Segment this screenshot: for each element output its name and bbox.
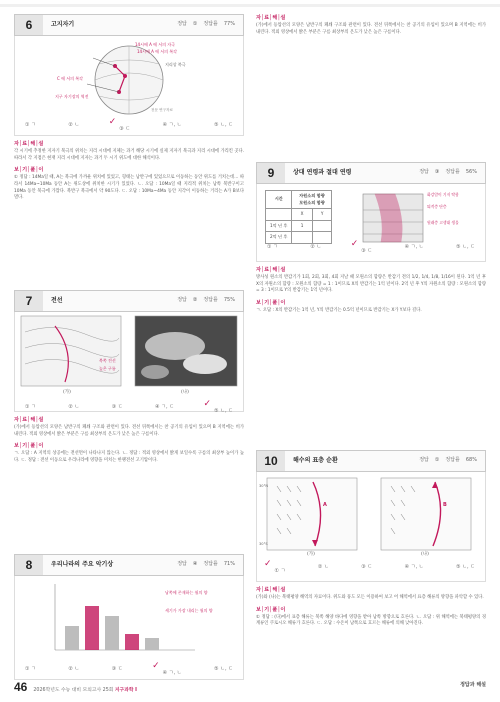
section-heading: 보│기│풀│이 bbox=[256, 606, 286, 613]
explanation-text: ① 정답 : (다)에서 표층 해류는 북쪽 해양 바다에 영향을 받아 남쪽 방향으로 흐른다. ㄴ. 오답 : 위 해역에는 북태평양의 경계류인 쿠로시오 해류가 흐른다. ㄷ. 오답 : 수온이 남쪽으로 흐르는 해류에 의해 낮아진다. bbox=[256, 614, 486, 627]
section-heading: 자│료│해│설 bbox=[256, 15, 286, 21]
choice-5[interactable]: ⑤ ㄴ, ㄷ bbox=[456, 564, 475, 571]
figure-label: 지리상 북극 bbox=[165, 62, 186, 67]
question-number: 9 bbox=[257, 163, 285, 183]
choice-1[interactable]: ① ㄱ bbox=[25, 403, 36, 410]
rock-layers-figure bbox=[361, 190, 481, 246]
question-7 bbox=[14, 290, 244, 465]
choice-3[interactable]: ✓③ ㄷ bbox=[108, 116, 131, 132]
figure-label: 남쪽에 존재하는 월의 양 bbox=[165, 590, 208, 595]
explanation-text: ㄱ. 오답 : A 지역의 상공에는 전선면이 나타나지 않는다. ㄴ. 정답 : 적외 영상에서 밝게 보일수록 구름의 최상부 높이가 높다. ㄷ. 정답 : 전선 이동으로 우리나라에 영향을 미치는 한랭전선 고기압이다. bbox=[14, 451, 244, 464]
figure-label: 천문 연구자료 bbox=[151, 108, 173, 112]
figure-caption: (나) bbox=[421, 552, 429, 557]
answer-label: 정답 bbox=[419, 169, 429, 176]
figure-label: 원래층 고생대 생물 bbox=[427, 220, 459, 225]
question-title: 해수의 표층 순환 bbox=[293, 457, 338, 465]
choice-4[interactable]: ④ ㄱ, ㄷ bbox=[155, 403, 175, 410]
choice-1[interactable]: ① ㄱ bbox=[25, 665, 36, 672]
rate-label: 정답률 bbox=[203, 297, 218, 304]
paleomagnetism-figure bbox=[15, 36, 243, 116]
choice-3[interactable]: ③ ㄷ bbox=[111, 665, 123, 672]
figure-label: A bbox=[323, 502, 327, 508]
table-header: 자원소의 함량 모원소의 함량 bbox=[292, 191, 332, 209]
section-heading: 보│기│풀│이 bbox=[14, 443, 44, 450]
section-heading: 보│기│풀│이 bbox=[14, 167, 44, 174]
question-number: 7 bbox=[15, 291, 43, 311]
left-column bbox=[14, 14, 244, 676]
choice-4[interactable]: ④ ㄱ, ㄴ bbox=[404, 244, 424, 251]
figure-label: 세기가 가장 내리는 월의 양 bbox=[165, 608, 213, 613]
check-mark-icon: ✓ bbox=[350, 239, 359, 250]
question-header bbox=[14, 554, 244, 576]
choice-2[interactable]: ② ㄴ bbox=[310, 244, 322, 251]
table-header: 시간 bbox=[266, 191, 292, 209]
choice-5[interactable]: ⑤ ㄴ, ㄷ bbox=[214, 121, 233, 128]
question-number: 10 bbox=[257, 451, 285, 471]
choice-5[interactable]: ⑤ ㄴ, ㄷ bbox=[214, 665, 233, 672]
question-6 bbox=[14, 14, 244, 202]
figure-box bbox=[14, 576, 244, 680]
section-heading: 자│료│해│설 bbox=[256, 267, 286, 273]
question-8 bbox=[14, 554, 244, 680]
choice-1[interactable]: ① ㄱ bbox=[25, 121, 36, 128]
choice-3[interactable]: ✓③ ㄷ bbox=[350, 239, 373, 255]
answer-stats bbox=[177, 21, 235, 29]
choice-2[interactable]: ② ㄴ bbox=[68, 665, 80, 672]
section-heading: 자│료│해│설 bbox=[14, 141, 44, 147]
check-mark-icon: ✓ bbox=[108, 116, 117, 127]
choices-row bbox=[15, 116, 243, 139]
right-column bbox=[256, 14, 486, 627]
choice-1[interactable]: ✓① ㄱ bbox=[264, 559, 286, 575]
question-header bbox=[256, 162, 486, 184]
question-title: 상대 연령과 절대 연령 bbox=[293, 169, 352, 177]
table-header: X bbox=[292, 209, 312, 221]
answer-label: 정답 bbox=[419, 457, 429, 464]
choice-4[interactable]: ④ ㄱ, ㄴ bbox=[162, 121, 182, 128]
figure-label: C 에 서의 복각 bbox=[57, 76, 83, 81]
page-footer bbox=[14, 678, 137, 697]
check-mark-icon: ✓ bbox=[152, 660, 160, 671]
answer-label: 정답 bbox=[177, 297, 187, 304]
question-header bbox=[256, 450, 486, 472]
rate-value: 71% bbox=[223, 561, 235, 568]
answer-value: ② bbox=[192, 297, 198, 304]
question-title: 고지자기 bbox=[51, 21, 75, 29]
question-number: 8 bbox=[15, 555, 43, 575]
answer-stats bbox=[419, 457, 477, 465]
choice-4[interactable]: ✓④ ㄱ, ㄴ bbox=[152, 660, 182, 676]
weather-maps-figure bbox=[15, 312, 243, 392]
rate-value: 77% bbox=[223, 21, 235, 28]
rate-value: 68% bbox=[465, 457, 477, 464]
question-title: 우리나라의 주요 악기상 bbox=[51, 561, 114, 569]
footer-meta: 2026학년도 수능 대비 모의고사 25회 지구과학 I bbox=[33, 688, 137, 693]
severe-weather-chart-figure bbox=[15, 576, 243, 660]
rate-value: 75% bbox=[223, 297, 235, 304]
figure-label: 14시에 A 에 서의 자극 bbox=[135, 42, 175, 47]
table-header: Y bbox=[312, 209, 332, 221]
question-number: 6 bbox=[15, 15, 43, 35]
choice-3[interactable]: ③ ㄷ bbox=[361, 564, 373, 571]
choice-2[interactable]: ② ㄴ bbox=[68, 403, 80, 410]
choice-5[interactable]: ⑤ ㄴ, ㄷ bbox=[456, 244, 475, 251]
choices-row bbox=[257, 239, 485, 261]
choice-1[interactable]: ① ㄱ bbox=[267, 244, 278, 251]
table-row: 1억 년 후 1 bbox=[266, 220, 332, 232]
explanation-text: (가)에서 등압선의 모양은 남반구의 폐쇄 구조와 관련이 있다. 전선 뒤쪽에서는 찬 공기의 유입이 있으며 B 지역에는 비가 내린다. 적외 영상에서 밝은 부분은 구름 최상부의 온도가 낮은 높은 구름이다. bbox=[14, 425, 244, 437]
explanation-text: ㄱ. 오답 : X의 반감기는 1억 년, Y의 반감기는 0.5억 년이므로 반감기는 X가 Y보다 길다. bbox=[256, 308, 422, 314]
answer-value: ③ bbox=[434, 169, 440, 176]
explanation-text: (가)와 (나)는 북태평양 해역의 자료이다. 위도와 풍도 모든 이용하여 보고 어 해역에서 표층 해류의 방향을 파악할 수 있다. bbox=[256, 595, 484, 601]
isotope-table bbox=[265, 190, 332, 244]
answer-value: ④ bbox=[192, 561, 198, 568]
explanation-text: 각 시기에 추정한 지자기 북극의 위치는 지리 시대에 지체는 과거 해당 시기에 실제 지자기 북극과 지리 시대에 가리킨 곳다. 따라서 각 지점은 현재 지리 시대에 지자는 과거 두 시기 위도에 대한 해석이다. bbox=[14, 149, 244, 161]
answer-value: ① bbox=[434, 457, 440, 464]
question-header bbox=[14, 14, 244, 36]
check-mark-icon: ✓ bbox=[203, 398, 212, 409]
question-header bbox=[14, 290, 244, 312]
choices-row bbox=[15, 398, 243, 421]
figure-box bbox=[14, 36, 244, 136]
ocean-current-figure bbox=[257, 472, 485, 558]
figure-box bbox=[256, 184, 486, 262]
figure-label: 30°N bbox=[259, 484, 269, 488]
choice-5[interactable]: ✓⑤ ㄴ, ㄷ bbox=[203, 398, 233, 414]
choice-2[interactable]: ② ㄴ bbox=[68, 121, 80, 128]
figure-label: 30°S bbox=[259, 542, 268, 546]
explanation-text: (가)에서 등압선의 모양은 남반구의 폐쇄 구조와 관련이 있다. 전선 뒤쪽에서는 찬 공기의 유입이 있으며 B 지역에는 비가 내린다. 적외 영상에서 밝은 부분은 구름 최상부의 온도가 낮은 높은 구름이다. bbox=[256, 23, 486, 35]
question-title: 전선 bbox=[51, 297, 63, 305]
answer-stats bbox=[419, 169, 477, 177]
figure-label: 퇴적층 단층 bbox=[427, 204, 447, 209]
choices-row bbox=[257, 559, 485, 581]
explanation-text: ① 정답 : 14Ma일 때, A는 북극에 가까운 위치에 있었고, 형태는 남반구에 있었으므로 이동하는 동안 위도를 거치는데... 따라서 14Ma~10Ma 동안 A는 위도상에 위치한 시기가 있었다. ㄴ. 오답 : 10Ma일 때 지리적 위치는 남쪽 북반구이고 10Ma 동안 북극에 가깝다. 북반구 북극에서 약 90도다. ㄷ. 오답 : 10Ma~4Ma 동안 지각이 이동하는 거리는 A가 B보다 멀다. bbox=[14, 175, 244, 201]
explanation-text: 방사성 원소의 반감기가 1회, 2회, 3회, 4회 지날 때 모원소의 함량은 반감기 전의 1/2, 1/4, 1/8, 1/16이 된다. 1억 년 후 X의 자원소의 함량 : 모원소의 함량 = 1 : 1이므로 X의 반감기는 1억 년이다. 2억 년 후 Y의 자원소의 함량 : 모원소의 함량 = 3 : 1이므로 Y의 반감기는 1억 년이다. bbox=[256, 275, 486, 294]
section-heading: 보│기│풀│이 bbox=[256, 300, 286, 307]
top-bar bbox=[0, 4, 500, 7]
answer-label: 정답 bbox=[177, 21, 187, 28]
page-number: 46 bbox=[14, 680, 28, 694]
answer-label: 정답 bbox=[177, 561, 187, 568]
section-heading: 자│료│해│설 bbox=[256, 587, 286, 593]
figure-caption: (가) bbox=[63, 390, 71, 395]
check-mark-icon: ✓ bbox=[264, 559, 272, 570]
footer-section-label: 정답과 해설 bbox=[460, 682, 486, 688]
figure-label: B bbox=[443, 502, 447, 508]
answer-stats bbox=[177, 561, 235, 569]
figure-caption: (나) bbox=[181, 390, 189, 395]
figure-label: 화강암이 기저 탁함 bbox=[427, 192, 459, 197]
figure-box bbox=[256, 472, 486, 582]
figure-label: 높은 구름 bbox=[99, 366, 116, 371]
choice-3[interactable]: ③ ㄷ bbox=[111, 403, 123, 410]
answer-stats bbox=[177, 297, 235, 305]
question-9 bbox=[256, 162, 486, 315]
section-heading: 자│료│해│설 bbox=[14, 417, 44, 423]
question-10 bbox=[256, 450, 486, 628]
figure-label: 지구 자기장의 역전 bbox=[55, 94, 89, 99]
figure-caption: (가) bbox=[307, 552, 315, 557]
figure-label: 북쪽 전선 bbox=[99, 358, 116, 363]
rate-value: 56% bbox=[465, 169, 477, 176]
choice-4[interactable]: ④ ㄱ, ㄴ bbox=[404, 564, 424, 571]
rate-label: 정답률 bbox=[203, 21, 218, 28]
table-row: 2억 년 후 bbox=[266, 232, 332, 244]
answer-value: ① bbox=[192, 21, 198, 28]
figure-box bbox=[14, 312, 244, 412]
rate-label: 정답률 bbox=[445, 169, 460, 176]
figure-label: 14시에 A 에 서의 복각 bbox=[137, 49, 177, 54]
choice-2[interactable]: ② ㄴ bbox=[317, 564, 329, 571]
rate-label: 정답률 bbox=[203, 561, 218, 568]
rate-label: 정답률 bbox=[445, 457, 460, 464]
